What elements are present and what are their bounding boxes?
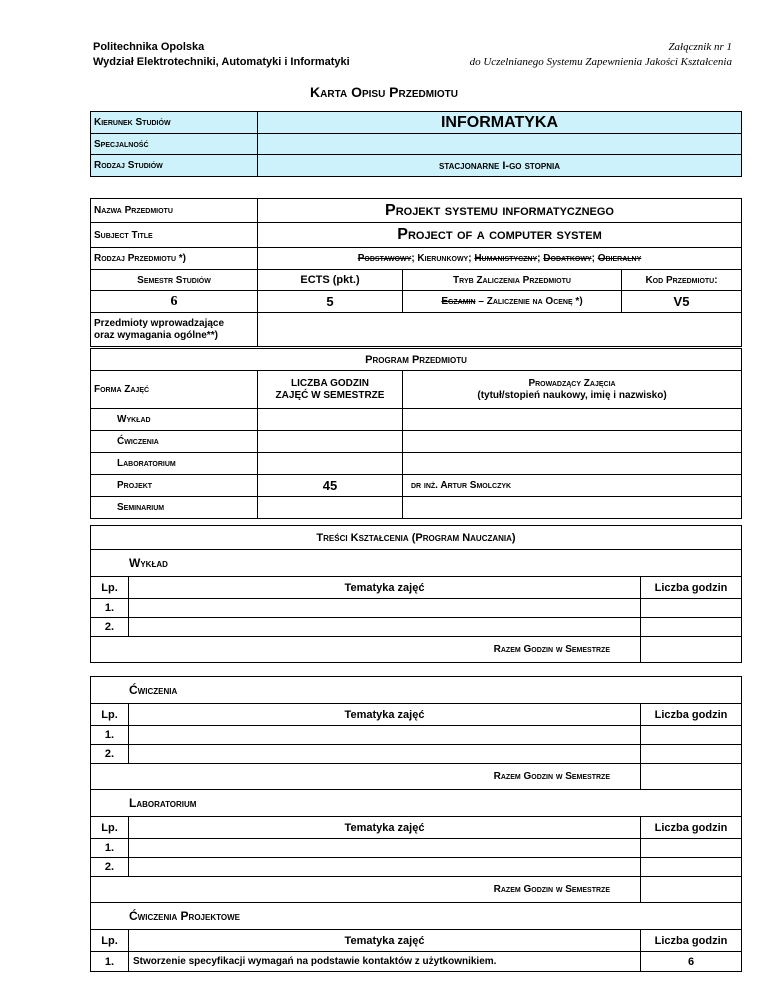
form-row-teacher — [403, 497, 742, 519]
studies-table — [90, 111, 742, 177]
teacher-label-line2: (tytuł/stopień naukowy, imię i nazwisko) — [477, 389, 667, 401]
subject-name-value: Projekt systemu informatycznego — [258, 199, 742, 223]
col-topic: Tematyka zajęć — [129, 704, 641, 726]
teacher-label-line1: Prowadzący Zajęcia — [528, 377, 616, 389]
semester-label: Semestr Studiów — [91, 270, 258, 291]
form-row-teacher — [403, 431, 742, 453]
kind-option-elective: Obieralny — [597, 253, 642, 264]
total-label: Razem Godzin w Semestrze — [91, 877, 641, 903]
code-value: V5 — [622, 291, 742, 313]
total-label: Razem Godzin w Semestrze — [91, 764, 641, 790]
program-title: Program Przedmiotu — [91, 349, 742, 371]
row-topic: Stworzenie specyfikacji wymagań na podstawie kontaktów z użytkownikiem. — [129, 952, 641, 972]
prereq-label — [91, 313, 258, 347]
semester-value: 6 — [91, 291, 258, 313]
section-title: Wykład — [91, 550, 742, 577]
col-lp: Lp. — [91, 577, 129, 599]
section-title: Laboratorium — [91, 790, 742, 817]
total-value — [641, 764, 742, 790]
ects-label: ECTS (pkt.) — [258, 270, 403, 291]
content-table — [90, 525, 742, 972]
section-title: Ćwiczenia — [91, 677, 742, 704]
mode-value — [403, 291, 622, 313]
form-label: Forma Zajęć — [91, 371, 258, 409]
kind-option-humanities: Humanistyczny — [474, 253, 538, 264]
study-type-value: stacjonarne I-go stopnia — [258, 155, 742, 177]
row-topic — [129, 599, 641, 618]
kind-option-sep: ; — [537, 253, 544, 264]
col-topic: Tematyka zajęć — [129, 817, 641, 839]
header-left — [93, 40, 350, 70]
content-title: Treści Kształcenia (Program Nauczania) — [91, 526, 742, 550]
row-lp: 1. — [91, 839, 129, 858]
total-value — [641, 637, 742, 663]
annex-number: Załącznik nr 1 — [668, 41, 732, 53]
subject-title-label: Subject Title — [91, 223, 258, 248]
row-hours — [641, 745, 742, 764]
form-row-name: Wykład — [91, 409, 258, 431]
section-title: Ćwiczenia Projektowe — [91, 903, 742, 930]
col-topic: Tematyka zajęć — [129, 577, 641, 599]
form-row-teacher — [403, 453, 742, 475]
form-row-hours — [258, 409, 403, 431]
prereq-value — [258, 313, 742, 347]
prereq-label-line2: oraz wymagania ogólne**) — [94, 329, 218, 341]
annex-subtitle: do Uczelnianego Systemu Zapewnienia Jakości Kształcenia — [469, 56, 732, 68]
header-right — [470, 40, 732, 70]
form-row-name: Projekt — [91, 475, 258, 497]
col-hours: Liczba godzin — [641, 930, 742, 952]
row-topic — [129, 726, 641, 745]
mode-label: Tryb Zaliczenia Przedmiotu — [403, 270, 622, 291]
field-value: INFORMATYKA — [258, 112, 742, 134]
row-hours — [641, 599, 742, 618]
form-row-hours — [258, 431, 403, 453]
subject-kind-label: Rodzaj Przedmiotu *) — [91, 248, 258, 270]
row-lp: 1. — [91, 726, 129, 745]
kind-option-basic: Podstawowy — [357, 253, 412, 264]
kind-option-sep: ; Kierunkowy; — [411, 253, 475, 264]
row-hours — [641, 858, 742, 877]
form-row-teacher: dr inż. Artur Smolczyk — [403, 475, 742, 497]
total-value — [641, 877, 742, 903]
row-hours — [641, 839, 742, 858]
col-lp: Lp. — [91, 704, 129, 726]
form-row-name: Ćwiczenia — [91, 431, 258, 453]
form-row-teacher — [403, 409, 742, 431]
hours-label-line2: ZAJĘĆ W SEMESTRZE — [275, 389, 385, 401]
subject-kind-value — [258, 248, 742, 270]
faculty-name: Wydział Elektrotechniki, Automatyki i Informatyki — [93, 56, 350, 68]
form-row-name: Seminarium — [91, 497, 258, 519]
ects-value: 5 — [258, 291, 403, 313]
specialty-value — [258, 134, 742, 155]
form-row-hours: 45 — [258, 475, 403, 497]
teacher-label — [403, 371, 742, 409]
hours-label — [258, 371, 403, 409]
program-table — [90, 348, 742, 519]
university-name: Politechnika Opolska — [93, 41, 205, 53]
subject-name-label: Nazwa Przedmiotu — [91, 199, 258, 223]
row-lp: 2. — [91, 745, 129, 764]
prereq-label-line1: Przedmioty wprowadzające — [94, 317, 225, 329]
section-gap — [91, 663, 742, 677]
row-topic — [129, 858, 641, 877]
mode-exam: Egzamin — [441, 296, 476, 307]
row-lp: 1. — [91, 952, 129, 972]
row-topic — [129, 745, 641, 764]
row-topic — [129, 618, 641, 637]
subject-table — [90, 198, 742, 347]
specialty-label: Specjalność — [91, 134, 258, 155]
row-hours — [641, 618, 742, 637]
document-title: Karta Opisu Przedmiotu — [310, 84, 458, 100]
row-lp: 2. — [91, 858, 129, 877]
row-hours — [641, 726, 742, 745]
mode-credit: – Zaliczenie na Ocenę *) — [475, 296, 583, 307]
subject-title-value: Project of a computer system — [258, 223, 742, 248]
total-label: Razem Godzin w Semestrze — [91, 637, 641, 663]
form-row-hours — [258, 497, 403, 519]
col-hours: Liczba godzin — [641, 704, 742, 726]
kind-option-additional: Dodatkowy — [543, 253, 592, 264]
hours-label-line1: LICZBA GODZIN — [291, 377, 369, 389]
field-label: Kierunek Studiów — [91, 112, 258, 134]
row-lp: 2. — [91, 618, 129, 637]
col-lp: Lp. — [91, 817, 129, 839]
col-topic: Tematyka zajęć — [129, 930, 641, 952]
form-row-hours — [258, 453, 403, 475]
col-hours: Liczba godzin — [641, 817, 742, 839]
row-hours: 6 — [641, 952, 742, 972]
kind-option-sep: ; — [591, 253, 598, 264]
col-hours: Liczba godzin — [641, 577, 742, 599]
row-lp: 1. — [91, 599, 129, 618]
col-lp: Lp. — [91, 930, 129, 952]
study-type-label: Rodzaj Studiów — [91, 155, 258, 177]
form-row-name: Laboratorium — [91, 453, 258, 475]
code-label: Kod Przedmiotu: — [622, 270, 742, 291]
row-topic — [129, 839, 641, 858]
